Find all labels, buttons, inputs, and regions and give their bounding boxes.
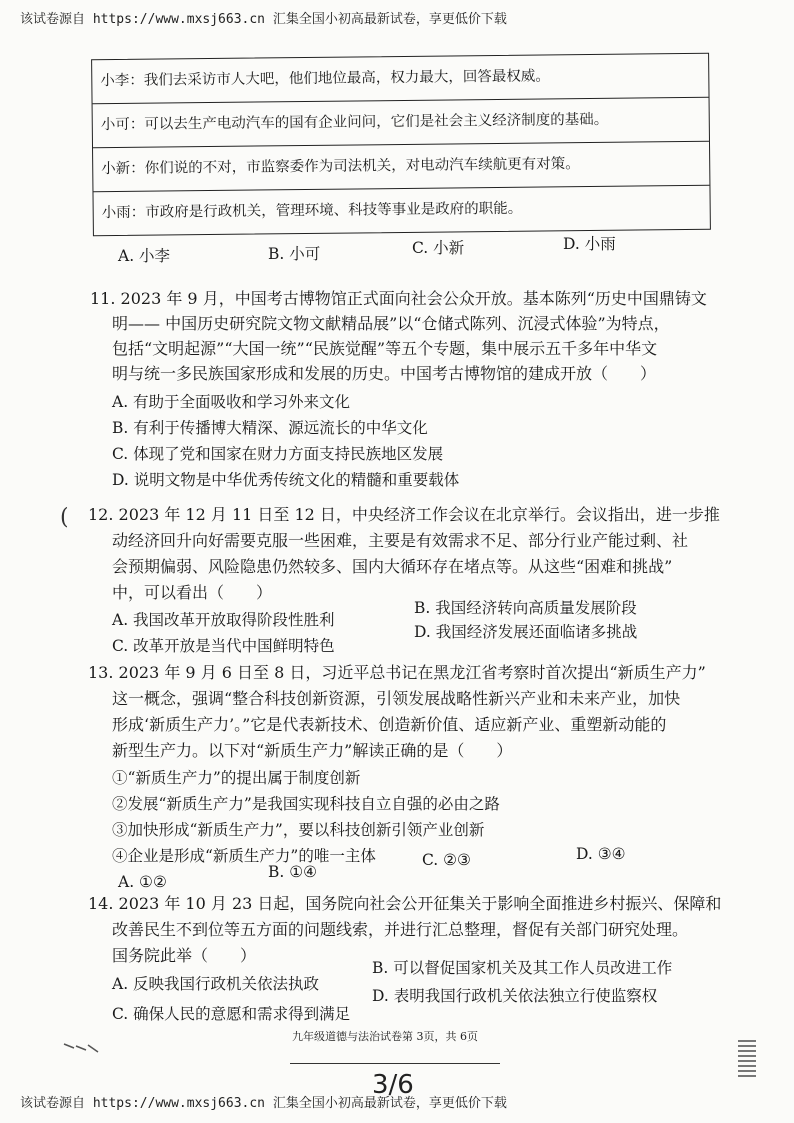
q12-line-4: 中，可以看出（ ） [112,583,273,602]
q11-line-3: 包括“文明起源”“大国一统”“民族觉醒”等五个专题，集中展示五千多年中华文 [112,339,658,358]
source-banner-top: 该试卷源自 https://www.mxsj663.cn 汇集全国小初高最新试卷，享更低价下载 [20,12,507,27]
margin-paren-mark: ( [60,505,69,530]
q11-line-2: 明—— 中国历史研究院文物文献精品展”以“仓储式陈列、沉浸式体验”为特点， [112,314,670,333]
q12-option-b: B. 我国经济转向高质量发展阶段 [414,599,637,617]
q14-line-3: 国务院此举（ ） [112,946,257,965]
q10-option-b: B. 小可 [268,245,321,263]
footer-divider [290,1063,500,1064]
q11-option-a: A. 有助于全面吸收和学习外来文化 [112,393,351,411]
page-footer-label: 九年级道德与法治试卷第 3页，共 6页 [292,1030,478,1043]
quote-row-xiaoke: 小可：可以去生产电动汽车的国有企业问问，它们是社会主义经济制度的基础。 [93,98,709,148]
q13-line-3: 形成‘新质生产力’。”它是代表新技术、创造新价值、适应新产业、重塑新动能的 [112,715,667,734]
quote-table [91,53,711,236]
q11-option-d: D. 说明文物是中华优秀传统文化的精髓和重要载体 [112,471,460,489]
q10-option-a: A. 小李 [118,247,171,265]
binding-edge-marks [738,1040,756,1080]
q10-option-c: C. 小新 [412,239,465,257]
scan-smudge-mark [62,1040,102,1054]
quote-row-xiaoyu: 小雨：市政府是行政机关，管理环境、科技等事业是政府的职能。 [101,200,523,222]
q13-statement-2: ②发展“新质生产力”是我国实现科技自立自强的必由之路 [112,795,500,813]
q11-option-c: C. 体现了党和国家在财力方面支持民族地区发展 [112,445,444,463]
q12-line-2: 动经济回升向好需要克服一些困难，主要是有效需求不足、部分行业产能过剩、社 [112,531,689,550]
q13-line-4: 新型生产力。以下对“新质生产力”解读正确的是（ ） [112,741,513,760]
q12-option-c: C. 改革开放是当代中国鲜明特色 [112,637,335,655]
q11-line-1: 11. 2023 年 9 月，中国考古博物馆正式面向社会公众开放。基本陈列“历史中国鼎铸文 [90,289,707,308]
q13-option-b: B. ①④ [268,863,318,881]
q10-option-d: D. 小雨 [563,235,616,253]
q11-line-4: 明与统一多民族国家形成和发展的历史。中国考古博物馆的建成开放（ ） [112,364,657,383]
page-counter: 3/6 [372,1070,414,1100]
q14-line-1: 14. 2023 年 10 月 23 日起，国务院向社会公开征集关于影响全面推进乡村振兴、保障和 [88,894,722,913]
q13-line-2: 这一概念，强调“整合科技创新资源，引领发展战略性新兴产业和未来产业，加快 [112,689,681,708]
q14-option-b: B. 可以督促国家机关及其工作人员改进工作 [372,959,673,977]
q13-option-a: A. ①② [118,873,167,891]
q12-option-d: D. 我国经济发展还面临诸多挑战 [414,623,638,641]
q13-line-1: 13. 2023 年 9 月 6 日至 8 日，习近平总书记在黑龙江省考察时首次提出“新质生产力” [88,663,706,682]
source-banner-bottom: 该试卷源自 https://www.mxsj663.cn 汇集全国小初高最新试卷，享更低价下载 [20,1096,507,1111]
q13-option-c: C. ②③ [422,851,471,869]
q14-line-2: 改善民生不到位等五方面的问题线索，并进行汇总整理，督促有关部门研究处理。 [112,920,689,939]
q12-line-3: 会预期偏弱、风险隐患仍然较多、国内大循环存在堵点等。从这些“困难和挑战” [112,557,673,576]
q13-statement-1: ①“新质生产力”的提出属于制度创新 [112,769,361,787]
q14-option-a: A. 反映我国行政机关依法执政 [112,975,320,993]
q13-statement-3: ③加快形成“新质生产力”，要以科技创新引领产业创新 [112,821,485,839]
quote-row-xiaoli: 小李：我们去采访市人大吧，他们地位最高，权力最大，回答最权威。 [92,54,708,104]
q13-statement-4: ④企业是形成“新质生产力”的唯一主体 [112,847,376,865]
quote-row-xiaoxin: 小新：你们说的不对，市监察委作为司法机关，对电动汽车续航更有对策。 [93,142,709,192]
q12-line-1: 12. 2023 年 12 月 11 日至 12 日，中央经济工作会议在北京举行。会议指出，进一步推 [88,505,720,524]
q11-option-b: B. 有利于传播博大精深、源远流长的中华文化 [112,419,428,437]
q14-option-c: C. 确保人民的意愿和需求得到满足 [112,1005,351,1023]
q12-option-a: A. 我国改革开放取得阶段性胜利 [112,611,335,629]
q13-option-d: D. ③④ [576,845,626,863]
q14-option-d: D. 表明我国行政机关依法独立行使监察权 [372,987,658,1005]
